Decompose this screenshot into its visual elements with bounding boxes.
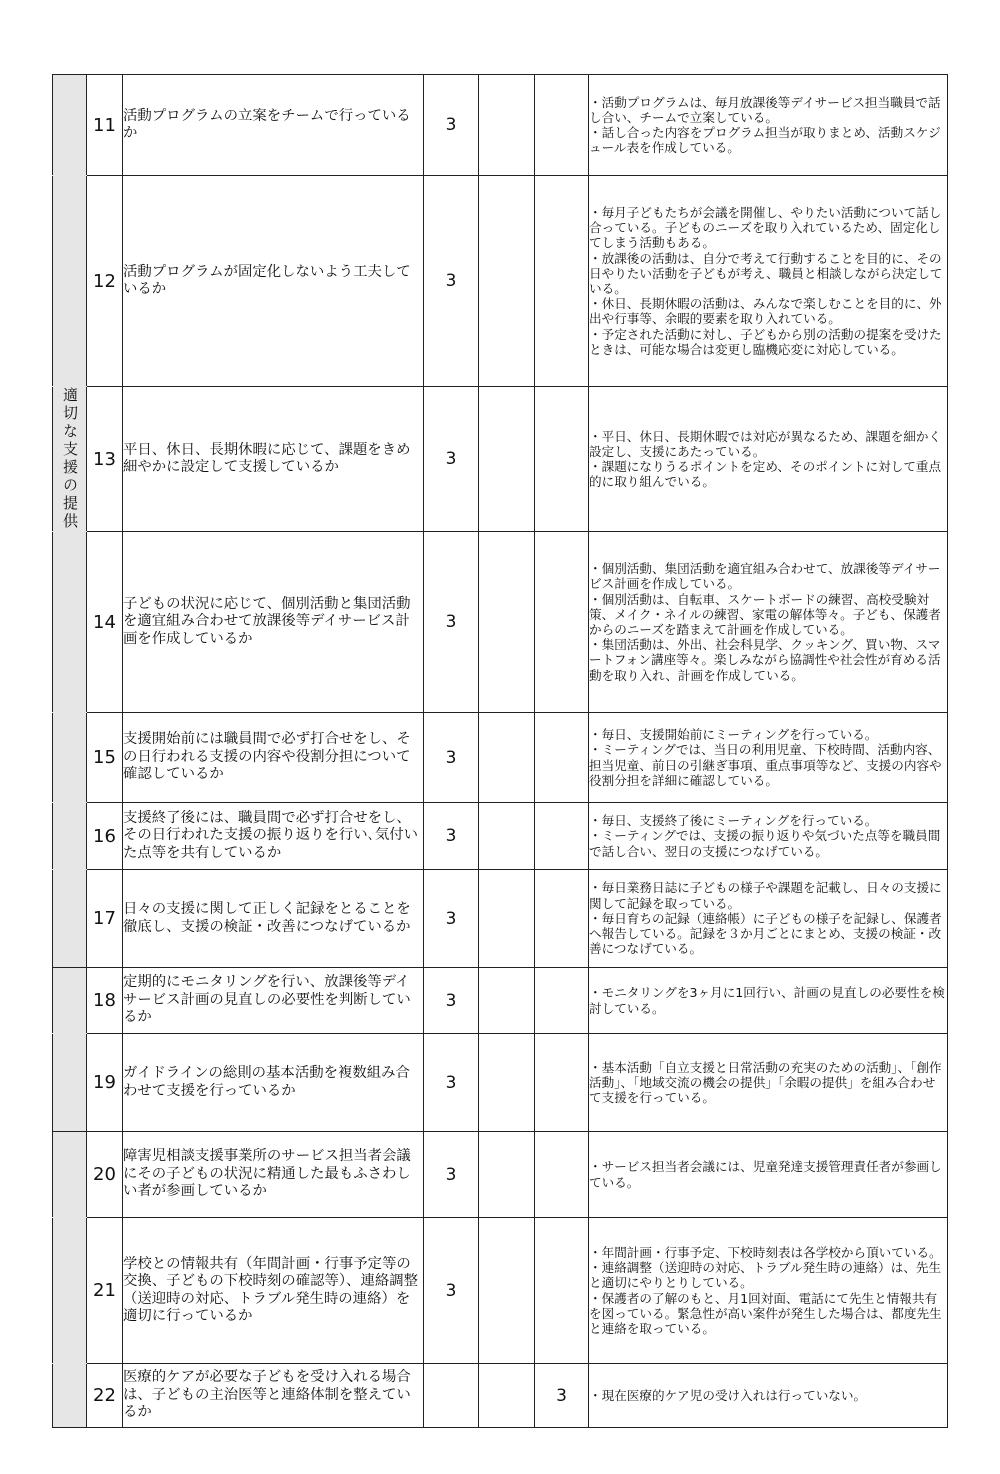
score-neither <box>479 176 535 387</box>
score-no <box>535 968 589 1034</box>
score-neither <box>479 75 535 176</box>
score-yes: 3 <box>424 176 479 387</box>
score-no <box>535 532 589 713</box>
score-neither <box>479 1218 535 1364</box>
score-yes: 3 <box>424 1034 479 1132</box>
table-row <box>53 75 948 176</box>
score-yes <box>424 1364 479 1428</box>
improvement-note: ・平日、休日、長期休暇では対応が異なるため、課題を細かく設定し、支援にあたっている。 ・課題になりうるポイントを定め、そのポイントに対して重点的に取り組んでいる。 <box>589 387 948 532</box>
improvement-note: ・毎日業務日誌に子どもの様子や課題を記載し、日々の支援に関して記録を取っている。 ・毎日育ちの記録（連絡帳）に子どもの様子を記録し、保護者へ報告している。記録を３か月ごとにまとめ、支援の検証・改善につなげている。 <box>589 870 948 968</box>
score-no <box>535 1132 589 1218</box>
score-no <box>535 75 589 176</box>
score-neither <box>479 532 535 713</box>
item-text: 活動プログラムが固定化しないよう工夫しているか <box>123 176 424 387</box>
score-yes: 3 <box>424 75 479 176</box>
item-text: 定期的にモニタリングを行い、放課後等デイサービス計画の見直しの必要性を判断しているか <box>123 968 424 1034</box>
score-yes: 3 <box>424 968 479 1034</box>
item-number: 11 <box>87 75 123 176</box>
score-yes: 3 <box>424 387 479 532</box>
category-label-cell <box>53 1132 87 1218</box>
improvement-note: ・モニタリングを3ヶ月に1回行い、計画の見直しの必要性を検討している。 <box>589 968 948 1034</box>
item-text: 子どもの状況に応じて、個別活動と集団活動を適宜組み合わせて放課後等デイサービス計画を作成しているか <box>123 532 424 713</box>
table-row <box>53 713 948 803</box>
category-cell <box>53 176 87 387</box>
score-neither <box>479 1132 535 1218</box>
improvement-note: ・個別活動、集団活動を適宜組み合わせて、放課後等デイサービス計画を作成している。 ・個別活動は、自転車、スケートボードの練習、高校受験対策、メイク・ネイルの練習、家電の解体等々。子ども、保護者からのニーズを踏まえて計画を作成している。 ・集団活動は、外出、社会科見学、クッキング、買い物、スマートフォン講座等々。楽しみながら協調性や社会性が育める活動を取り入れ、計画を作成している。 <box>589 532 948 713</box>
score-yes: 3 <box>424 532 479 713</box>
item-text: 活動プログラムの立案をチームで行っているか <box>123 75 424 176</box>
score-yes: 3 <box>424 803 479 870</box>
score-yes: 3 <box>424 870 479 968</box>
improvement-note: ・毎日、支援終了後にミーティングを行っている。 ・ミーティングでは、支援の振り返りや気づいた点等を職員間で話し合い、翌日の支援につなげている。 <box>589 803 948 870</box>
category-cell <box>53 870 87 968</box>
item-number: 15 <box>87 713 123 803</box>
score-yes: 3 <box>424 713 479 803</box>
category-cell <box>53 532 87 713</box>
item-number: 13 <box>87 387 123 532</box>
table-row <box>53 968 948 1034</box>
category-label: 適切な支援の提供 <box>61 387 79 531</box>
score-no <box>535 1218 589 1364</box>
category-cell <box>53 1364 87 1428</box>
score-no: 3 <box>535 1364 589 1428</box>
score-no <box>535 870 589 968</box>
item-text: 障害児相談支援事業所のサービス担当者会議にその子どもの状況に精通した最もふさわしい者が参画しているか <box>123 1132 424 1218</box>
item-number: 21 <box>87 1218 123 1364</box>
item-text: 日々の支援に関して正しく記録をとることを徹底し、支援の検証・改善につなげているか <box>123 870 424 968</box>
score-neither <box>479 803 535 870</box>
improvement-note: ・現在医療的ケア児の受け入れは行っていない。 <box>589 1364 948 1428</box>
table-row <box>53 176 948 387</box>
item-number: 19 <box>87 1034 123 1132</box>
score-neither <box>479 387 535 532</box>
category-cell <box>53 713 87 803</box>
score-no <box>535 1034 589 1132</box>
table-row <box>53 387 948 532</box>
score-neither <box>479 1034 535 1132</box>
improvement-note: ・サービス担当者会議には、児童発達支援管理責任者が参画している。 <box>589 1132 948 1218</box>
improvement-note: ・年間計画・行事予定、下校時刻表は各学校から頂いている。 ・連絡調整（送迎時の対応、トラブル発生時の連絡）は、先生と適切にやりとりしている。 ・保護者の了解のもと、月1回対面、電話にて先生と情報共有を図っている。緊急性が高い案件が発生した場合は、都度先生と連絡を取っている。 <box>589 1218 948 1364</box>
item-number: 12 <box>87 176 123 387</box>
improvement-note: ・活動プログラムは、毎月放課後等デイサービス担当職員で話し合い、チームで立案している。 ・話し合った内容をプログラム担当が取りまとめ、活動スケジュール表を作成している。 <box>589 75 948 176</box>
table-row <box>53 1034 948 1132</box>
table-row <box>53 803 948 870</box>
category-label-cell <box>53 387 87 532</box>
item-number: 22 <box>87 1364 123 1428</box>
item-number: 16 <box>87 803 123 870</box>
item-text: 平日、休日、長期休暇に応じて、課題をきめ細やかに設定して支援しているか <box>123 387 424 532</box>
score-yes: 3 <box>424 1132 479 1218</box>
item-number: 17 <box>87 870 123 968</box>
score-no <box>535 713 589 803</box>
table-row <box>53 1132 948 1218</box>
category-cell <box>53 1218 87 1364</box>
item-number: 14 <box>87 532 123 713</box>
category-cell <box>53 1034 87 1132</box>
category-cell <box>53 75 87 176</box>
category-cell <box>53 803 87 870</box>
score-neither <box>479 1364 535 1428</box>
score-neither <box>479 870 535 968</box>
item-text: ガイドラインの総則の基本活動を複数組み合わせて支援を行っているか <box>123 1034 424 1132</box>
score-no <box>535 387 589 532</box>
improvement-note: ・基本活動「自立支援と日常活動の充実のための活動」、「創作活動」、「地域交流の機会の提供」「余暇の提供」を組み合わせて支援を行っている。 <box>589 1034 948 1132</box>
improvement-note: ・毎日、支援開始前にミーティングを行っている。 ・ミーティングでは、当日の利用児童、下校時間、活動内容、担当児童、前日の引継ぎ事項、重点事項等など、支援の内容や役割分担を詳細に確認している。 <box>589 713 948 803</box>
table-row <box>53 1364 948 1428</box>
score-yes: 3 <box>424 1218 479 1364</box>
item-number: 20 <box>87 1132 123 1218</box>
item-text: 支援開始前には職員間で必ず打合せをし、その日行われる支援の内容や役割分担について確認しているか <box>123 713 424 803</box>
evaluation-table <box>52 74 948 1428</box>
score-neither <box>479 968 535 1034</box>
category-label-cell <box>53 968 87 1034</box>
table-row <box>53 1218 948 1364</box>
item-number: 18 <box>87 968 123 1034</box>
score-no <box>535 803 589 870</box>
score-no <box>535 176 589 387</box>
table-row <box>53 870 948 968</box>
item-text: 医療的ケアが必要な子どもを受け入れる場合は、子どもの主治医等と連絡体制を整えているか <box>123 1364 424 1428</box>
item-text: 支援終了後には、職員間で必ず打合せをし、その日行われた支援の振り返りを行い､気付いた点等を共有しているか <box>123 803 424 870</box>
table-row <box>53 532 948 713</box>
improvement-note: ・毎月子どもたちが会議を開催し、やりたい活動について話し合っている。子どものニーズを取り入れているため、固定化してしまう活動もある。 ・放課後の活動は、自分で考えて行動することを目的に、その日やりたい活動を子どもが考え、職員と相談しながら決定している。 ・休日、長期休暇の活動は、みんなで楽しむことを目的に、外出や行事等、余暇的要素を取り入れている。 ・予定された活動に対し、子どもから別の活動の提案を受けたときは、可能な場合は変更し臨機応変に対応している。 <box>589 176 948 387</box>
score-neither <box>479 713 535 803</box>
item-text: 学校との情報共有（年間計画・行事予定等の交換、子どもの下校時刻の確認等）、連絡調整（送迎時の対応、トラブル発生時の連絡）を適切に行っているか <box>123 1218 424 1364</box>
